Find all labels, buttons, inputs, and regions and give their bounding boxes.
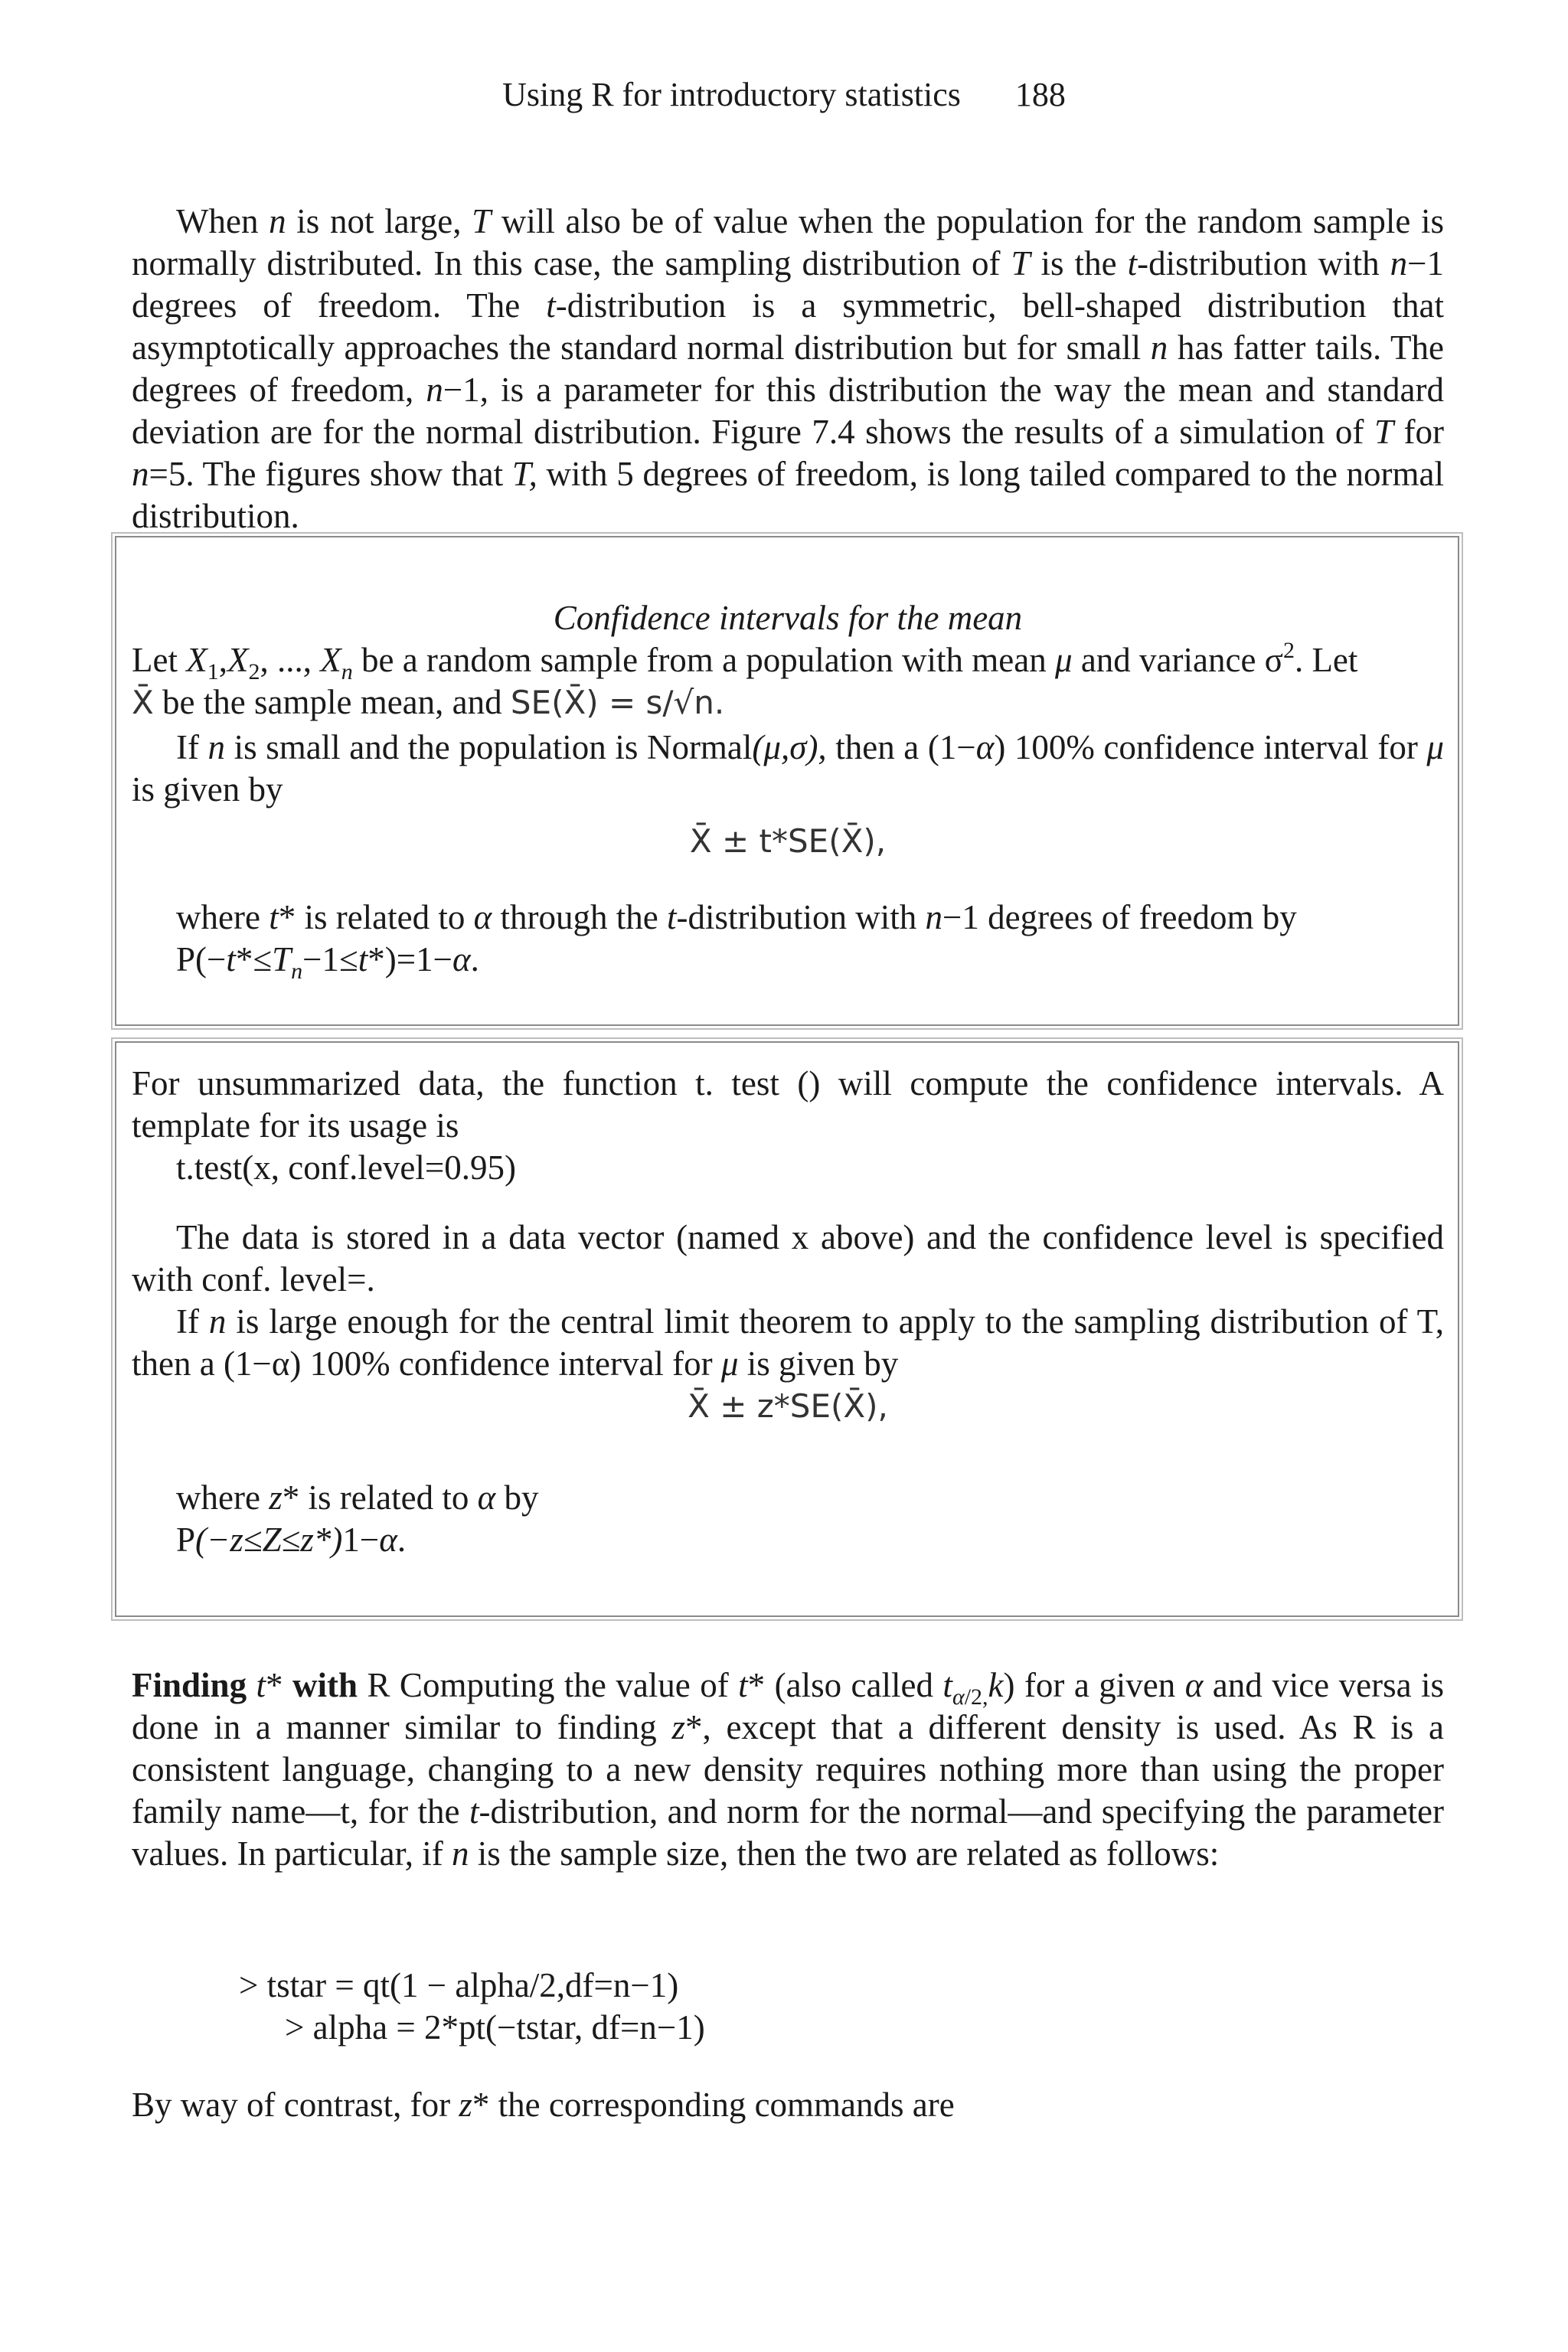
box2-code: t.test(x, conf.level=0.95): [176, 1148, 517, 1187]
box2-formula: X̄ ± z*SE(X̄),: [688, 1387, 888, 1425]
box2-probability: P(−z≤Z≤z*)1−α.: [176, 1521, 407, 1559]
box2-intro: For unsummarized data, the function t. test () will compute the confidence intervals. A template for its usage is: [132, 1064, 1444, 1145]
box1-formula: X̄ ± t*SE(X̄),: [689, 822, 887, 860]
finding-tstar-text: Finding t* with R Computing the value of t* (also called $t_{\alpha/2,}k$) for a given α and vice versa is done in a manner similar to finding z*, except that a different density is used. As R is a consistent language, changing to a new density requires nothing more than using the proper family name—t, for the t-distribution, and norm for the normal—and specifying the parameter values. In particular, if n is the sample size, then the two are related as follows:: [132, 1666, 1445, 1873]
box2-content: [132, 1063, 1444, 1561]
box1-let-line: Let $X_1,X_2$, ..., $X_n$ be a random sample from a population with mean μ and variance $\sigma^2$. Let: [132, 638, 1358, 684]
page-number: 188: [1014, 76, 1066, 113]
se-formula: SE(X̄) = s/√n.: [510, 684, 725, 721]
contrast-text: By way of contrast, for z* the corresponding commands are: [132, 2086, 955, 2124]
box1-where: where t* is related to α through the t-distribution with n−1 degrees of freedom by: [176, 898, 1297, 936]
box1-title: Confidence intervals for the mean: [553, 599, 1023, 637]
running-title: Using R for introductory statistics: [502, 76, 961, 113]
confidence-interval-box: [115, 536, 1459, 1026]
intro-paragraph: [132, 201, 1444, 537]
box1-probability: $P(-t*\le T_n-1\le t*)=1-\alpha$.: [176, 940, 479, 984]
intro-paragraph-text: When n is not large, T will also be of value when the population for the random sample is normally distributed. In this case, the sampling distribution of T is the t-distribution with n−1 degrees of freedom. The t-distribution is a symmetric, bell-shaped distribution that asymptotically approaches the standard normal distribution but for small n has fatter tails. The degrees of freedom, n−1, is a parameter for this distribution the way the mean and standard deviation are for the normal distribution. Figure 7.4 shows the results of a simulation of T for n=5. The figures show that T, with 5 degrees of freedom, is long tailed compared to the normal distribution.: [132, 202, 1444, 535]
code-line-qt: > tstar = qt(1 − alpha/2,df=n−1): [239, 1966, 679, 2004]
box1-sample-mean-line: X̄ be the sample mean, and SE(X̄) = s/√n.: [132, 683, 725, 721]
box1-if-small: If n is small and the population is Normal(μ,σ), then a (1−α) 100% confidence interval for μ is given by: [132, 728, 1445, 808]
t-test-box: [115, 1041, 1459, 1617]
r-code-block: [239, 1965, 1387, 2049]
box2-large-n: If n is large enough for the central limit theorem to apply to the sampling distribution of T, then a (1−α) 100% confidence interval for μ is given by: [132, 1302, 1444, 1383]
box2-data-paragraph: The data is stored in a data vector (named x above) and the confidence level is specified with conf. level=.: [132, 1218, 1444, 1298]
finding-tstar-paragraph: [132, 1664, 1444, 1875]
box2-where: where z* is related to α by: [176, 1478, 539, 1517]
code-line-pt: > alpha = 2*pt(−tstar, df=n−1): [285, 2008, 705, 2047]
box1-content: [132, 597, 1445, 984]
contrast-paragraph: [132, 2084, 1444, 2126]
running-header: [0, 74, 1568, 116]
